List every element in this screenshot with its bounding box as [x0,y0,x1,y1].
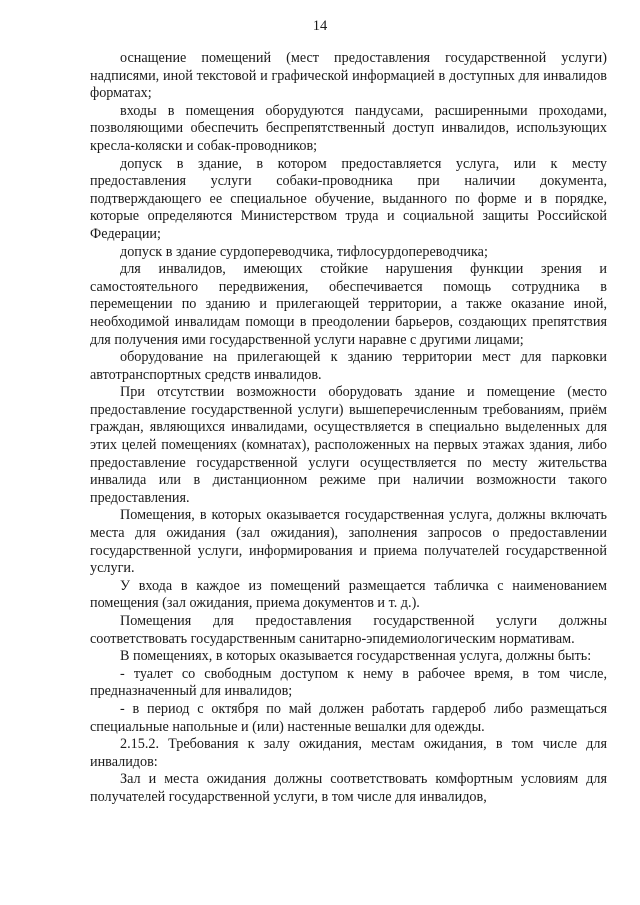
paragraph: входы в помещения оборудуются пандусами, расширенными проходами, позволяющими обеспечить беспрепятственный доступ инвалидов, использующих кресла-коляски и собак-проводников; [90,102,607,154]
page-number: 14 [312,18,328,34]
paragraph: для инвалидов, имеющих стойкие нарушения функции зрения и самостоятельного передвижения, обеспечивается помощь сотрудника в перемещении по зданию и прилегающей территории, а также оказание иной, необходимой инвалидам помощи в преодолении барьеров, создающих препятствия для получения ими государственной услуги наравне с другими лицами; [90,261,607,348]
paragraph: допуск в здание, в котором предоставляется услуга, или к месту предоставления услуги собаки-проводника при наличии документа, подтверждающего ее специальное обучение, выданного по форме и в порядке, которые определяются Министерством труда и социальной защиты Российской Федерации; [90,155,607,242]
paragraph: оснащение помещений (мест предоставления государственной услуги) надписями, иной текстовой и графической информацией в доступных для инвалидов форматах; [90,50,607,102]
paragraph: У входа в каждое из помещений размещается табличка с наименованием помещения (зал ожидания, приема документов и т. д.). [90,577,607,612]
paragraph: Зал и места ожидания должны соответствовать комфортным условиям для получателей государственной услуги, в том числе для инвалидов, [90,771,607,805]
paragraph: Помещения для предоставления государственной услуги должны соответствовать государственным санитарно-эпидемиологическим нормативам. [90,613,607,647]
paragraph: - туалет со свободным доступом к нему в рабочее время, в том числе, предназначенный для инвалидов; [90,665,607,700]
paragraph: оборудование на прилегающей к зданию территории мест для парковки автотранспортных средств инвалидов. [90,349,607,383]
paragraph: - в период с октября по май должен работать гардероб либо размещаться специальные напольные и (или) настенные вешалки для одежды. [90,700,607,735]
paragraph: В помещениях, в которых оказывается государственная услуга, должны быть: [120,648,592,665]
paragraph: При отсутствии возможности оборудовать здание и помещение (место предоставление государственной услуги) вышеперечисленным требованиям, приём граждан, являющихся инвалидами, осуществляется в специально выделенных для этих целей помещениях (комнатах), расположенных на первых этажах здания, либо предоставление государственной услуги осуществляется по месту жительства инвалида или в дистанционном режиме при наличии возможности такого предоставления. [90,384,607,506]
document-body [90,50,607,807]
paragraph: допуск в здание сурдопереводчика, тифлосурдопереводчика; [120,243,488,260]
paragraph: 2.15.2. Требования к залу ожидания, местам ожидания, в том числе для инвалидов: [90,736,607,770]
paragraph: Помещения, в которых оказывается государственная услуга, должны включать места для ожидания (зал ожидания), заполнения запросов о предоставлении государственной услуги, информирования и приема получателей государственной услуги. [90,507,607,577]
